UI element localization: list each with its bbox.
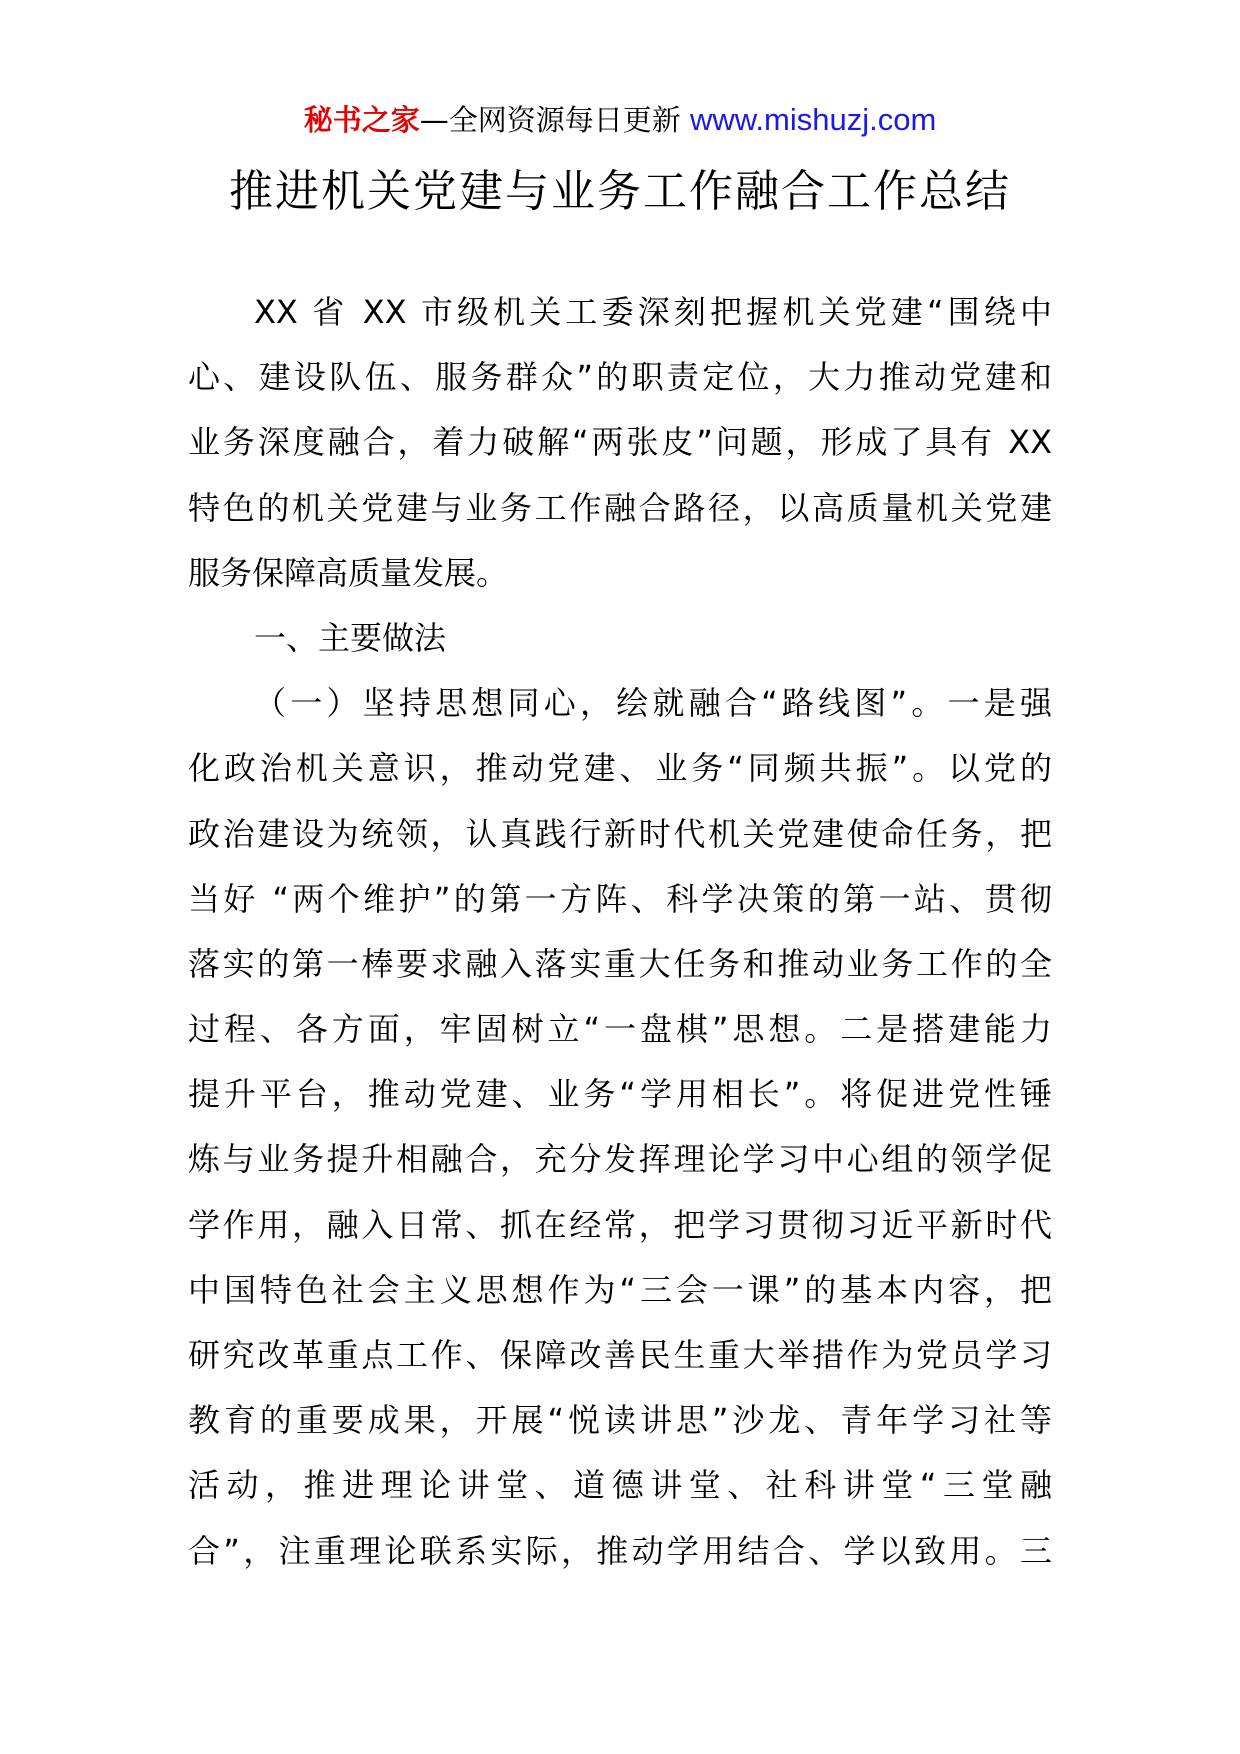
- site-tagline: —全网资源每日更新: [419, 103, 690, 137]
- body-line: 提升平台，推动党建、业务“学用相长”。将促进党性锤: [188, 1075, 1052, 1114]
- body-line: 炼与业务提升相融合，充分发挥理论学习中心组的领学促: [188, 1140, 1052, 1179]
- body-line: 学作用，融入日常、抓在经常，把学习贯彻习近平新时代: [188, 1205, 1052, 1244]
- body-line: 政治建设为统领，认真践行新时代机关党建使命任务，把: [188, 814, 1052, 853]
- body-line: （一）坚持思想同心，绘就融合“路线图”。一是强: [254, 684, 1052, 723]
- body-line: 过程、各方面，牢固树立“一盘棋”思想。二是搭建能力: [188, 1010, 1052, 1049]
- site-brand: 秘书之家: [303, 103, 420, 137]
- body-line: 业务深度融合，着力破解“两张皮”问题，形成了具有 XX: [188, 423, 1052, 462]
- body-line: XX 省 XX 市级机关工委深刻把握机关党建“围绕中: [254, 293, 1052, 331]
- body-line: 活动，推进理论讲堂、道德讲堂、社科讲堂“三堂融: [188, 1466, 1052, 1505]
- body-line: 合”，注重理论联系实际，推动学用结合、学以致用。三: [188, 1531, 1052, 1570]
- body-line: 当好 “两个维护”的第一方阵、科学决策的第一站、贯彻: [188, 879, 1052, 918]
- body-line: 服务保障高质量发展。: [188, 553, 509, 592]
- body-line: 中国特色社会主义思想作为“三会一课”的基本内容，把: [188, 1270, 1052, 1309]
- body-line: 落实的第一棒要求融入落实重大任务和推动业务工作的全: [188, 944, 1052, 983]
- site-header: [0, 100, 1240, 140]
- body-line: 化政治机关意识，推动党建、业务“同频共振”。以党的: [188, 749, 1052, 788]
- body-line: 特色的机关党建与业务工作融合路径，以高质量机关党建: [188, 488, 1052, 527]
- body-line: 心、建设队伍、服务群众”的职责定位，大力推动党建和: [188, 358, 1052, 397]
- document-body: [188, 292, 1052, 1596]
- body-line: 研究改革重点工作、保障改善民生重大举措作为党员学习: [188, 1336, 1052, 1374]
- body-line: 一、主要做法: [254, 618, 447, 657]
- document-title: 推进机关党建与业务工作融合工作总结: [229, 166, 1011, 217]
- body-line: 教育的重要成果，开展“悦读讲思”沙龙、青年学习社等: [188, 1401, 1052, 1440]
- site-url: www.mishuzj.com: [689, 102, 937, 137]
